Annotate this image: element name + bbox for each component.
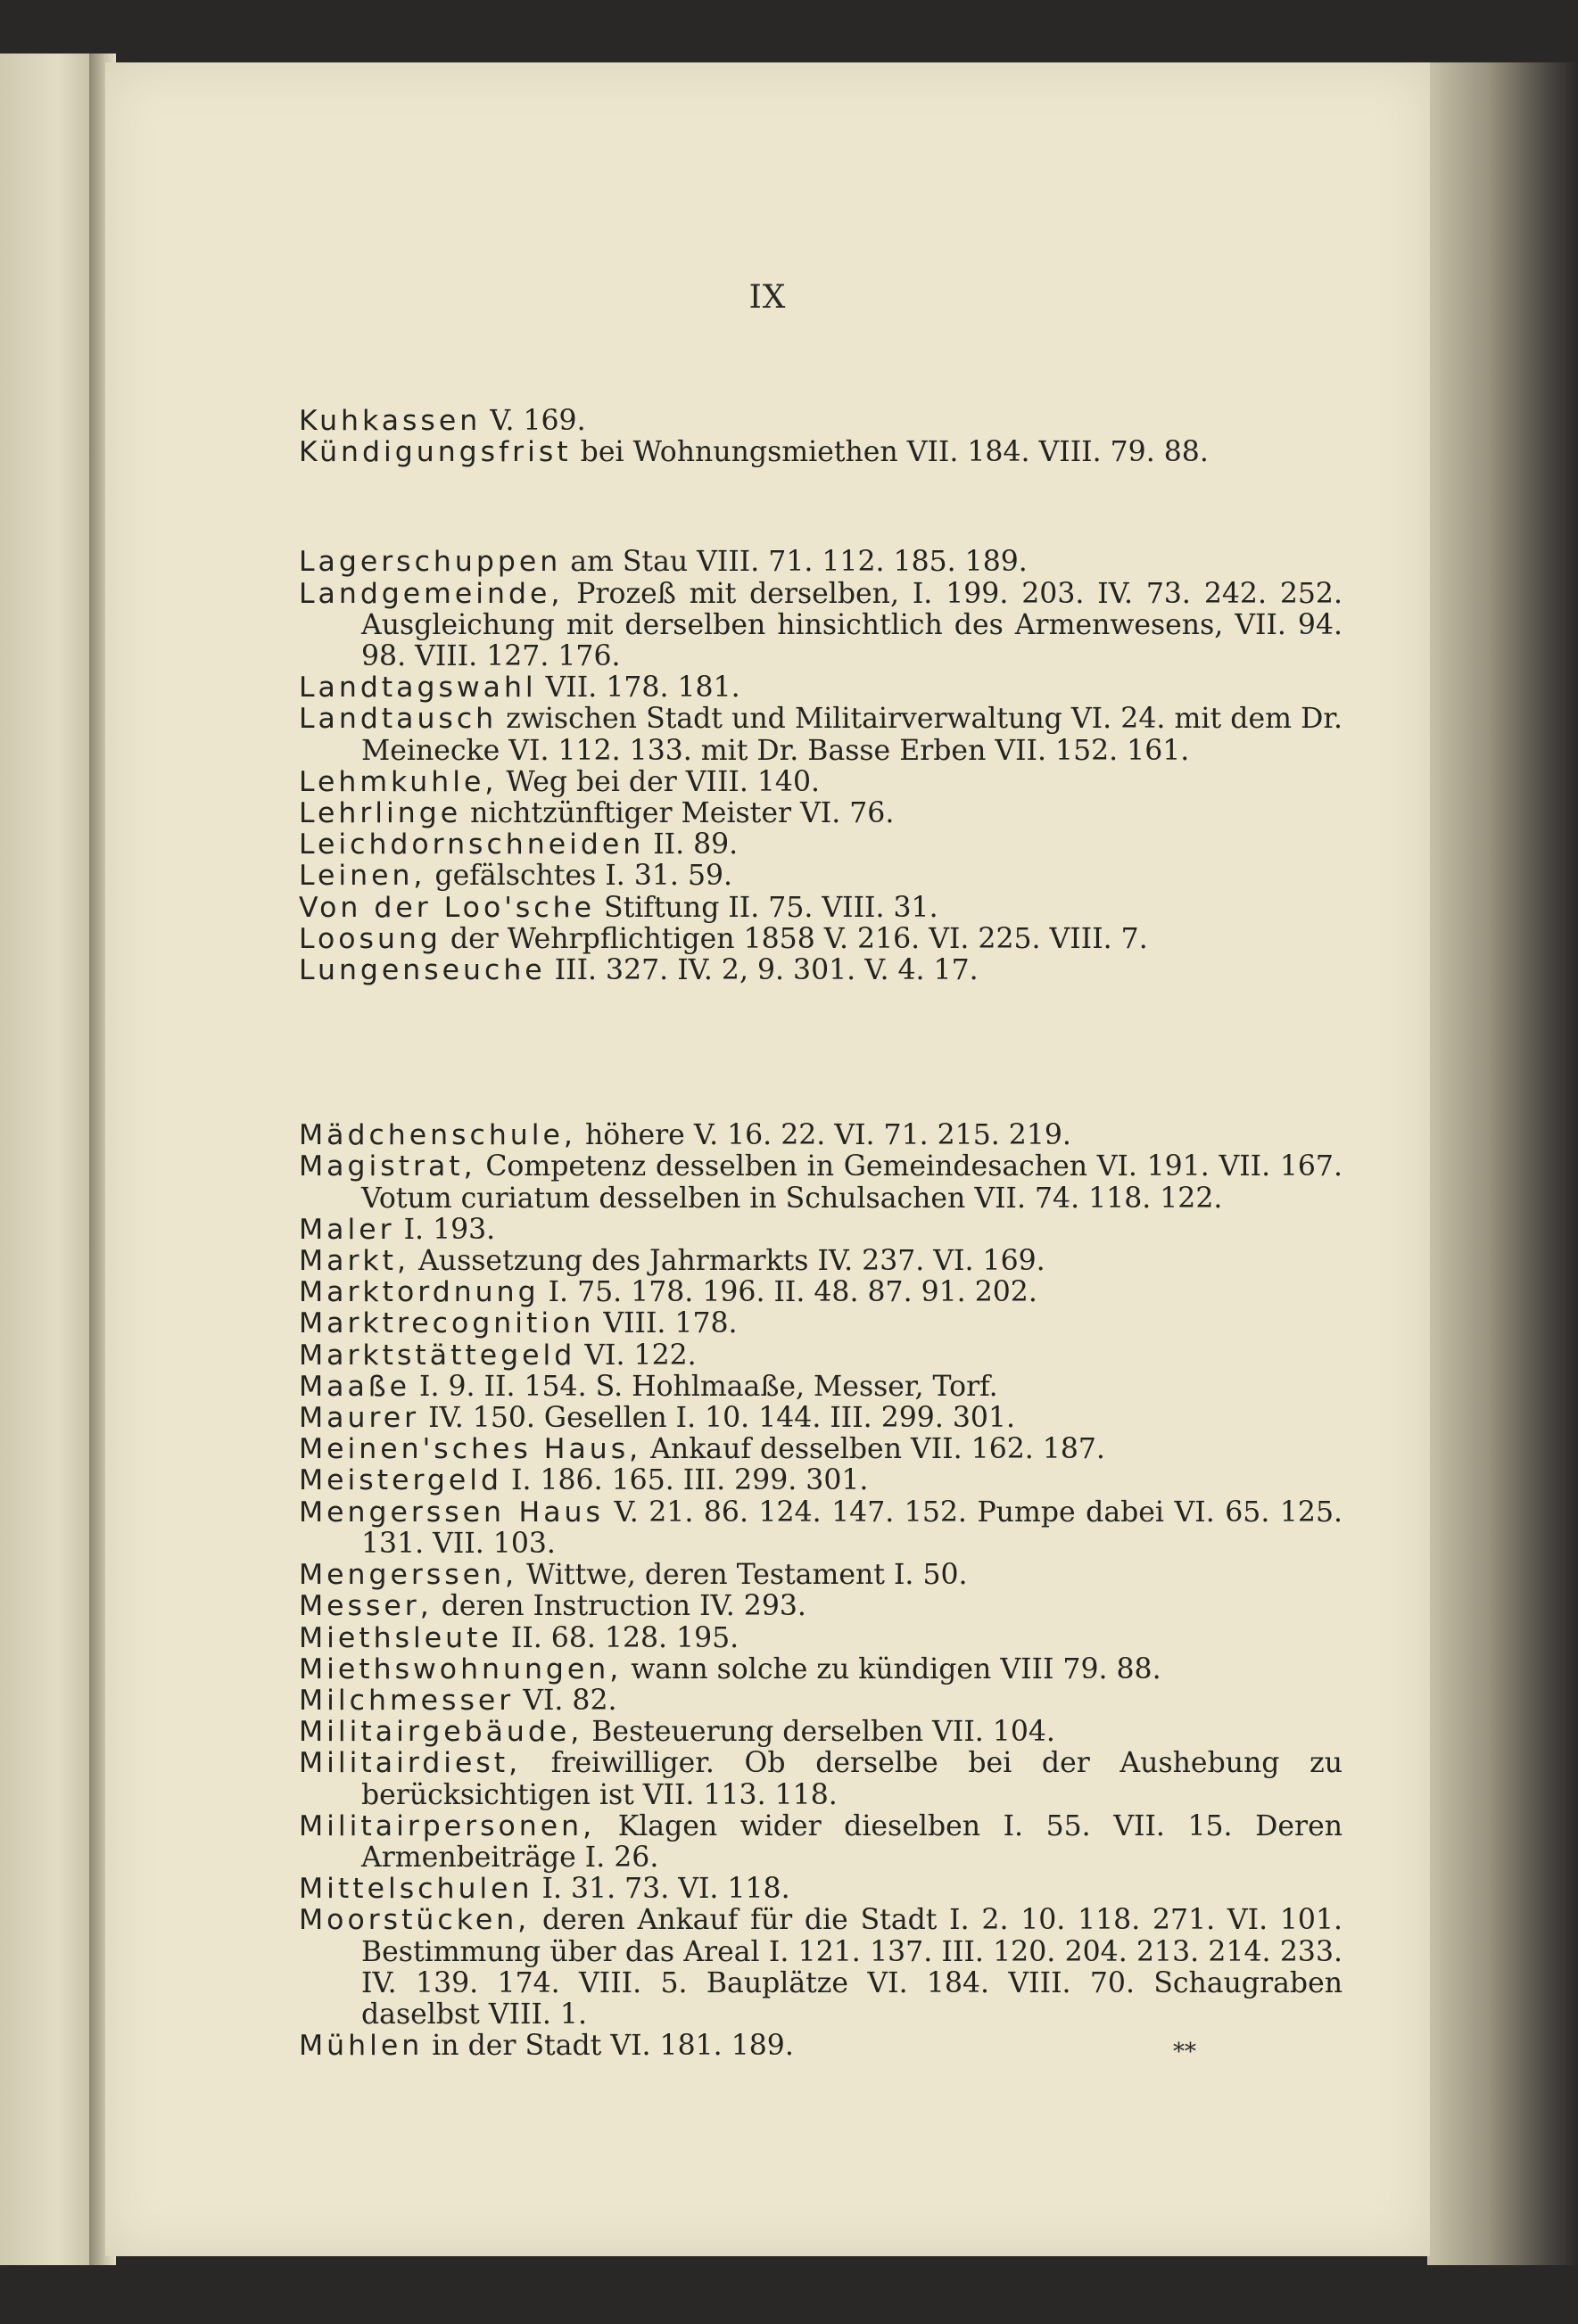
entry-refs: Stiftung II. 75. VIII. 31.: [603, 891, 938, 924]
section-gap: [299, 468, 1343, 547]
entry-head: Lagerschuppen: [299, 546, 562, 579]
entry-head: Marktstättegeld: [299, 1339, 576, 1372]
entry-refs: gefälschtes I. 31. 59.: [434, 860, 733, 893]
entry-refs: am Stau VIII. 71. 112. 185. 189.: [570, 546, 1028, 579]
entry-refs: I. 31. 73. VI. 118.: [541, 1873, 790, 1906]
entry-refs: VI. 122.: [584, 1339, 697, 1372]
entry-refs: I. 193.: [403, 1213, 496, 1246]
index-entry: [299, 1560, 1343, 1591]
entry-refs: höhere V. 16. 22. VI. 71. 215. 219.: [584, 1119, 1071, 1152]
entry-head: Landtagswahl: [299, 672, 537, 705]
entry-refs: V. 169.: [490, 405, 586, 437]
entry-refs: I. 75. 178. 196. II. 48. 87. 91. 202.: [548, 1276, 1037, 1309]
entry-refs: Wittwe, deren Testament I. 50.: [526, 1559, 968, 1592]
index-entry: [299, 547, 1343, 578]
entry-head: Miethswohnungen,: [299, 1652, 623, 1685]
entry-head: Militairdiest,: [299, 1747, 522, 1780]
entry-head: Lehmkuhle,: [299, 765, 498, 798]
index-entries: [299, 406, 1343, 2062]
entry-head: Loosung: [299, 922, 442, 955]
entry-refs: wann solche zu kündigen VIII 79. 88.: [631, 1652, 1161, 1685]
entry-head: Mengerssen Haus: [299, 1496, 604, 1529]
entry-refs: II. 68. 128. 195.: [510, 1621, 739, 1654]
page-number: IX: [748, 279, 787, 316]
entry-head: Miethsleute: [299, 1621, 502, 1654]
entry-refs: in der Stadt VI. 181. 189.: [432, 2030, 794, 2063]
entry-refs: VI. 82.: [523, 1684, 617, 1717]
entry-head: Marktordnung: [299, 1276, 540, 1309]
index-entry: [299, 1717, 1343, 1748]
index-entry: [299, 1748, 1343, 1810]
entry-refs: nichtzünftiger Meister VI. 76.: [470, 797, 895, 830]
index-entry: [299, 1811, 1343, 1874]
entry-head: Meistergeld: [299, 1464, 502, 1497]
index-group-m: [299, 1120, 1343, 2062]
entry-refs: VIII. 178.: [603, 1307, 738, 1340]
index-entry: [299, 955, 1343, 986]
index-group-k: [299, 406, 1343, 468]
entry-refs: deren Ankauf für die Stadt I. 2. 10. 118. 271. VI. 101. Bestimmung über das Areal I. 121. 137. III. 120. 204. 213. 214. 233. IV. 139. 174. VIII. 5. Bauplätze VI. 184. VIII. 70. Schaugraben daselbst VIII. 1.: [361, 1904, 1343, 2031]
entry-head: Mengerssen,: [299, 1559, 518, 1592]
entry-head: Mädchenschule,: [299, 1119, 576, 1152]
entry-head: Marktrecognition: [299, 1307, 595, 1340]
entry-head: Meinen'sches Haus,: [299, 1433, 642, 1466]
entry-refs: VII. 178. 181.: [545, 672, 740, 705]
index-entry: [299, 579, 1343, 673]
entry-refs: der Wehrpflichtigen 1858 V. 216. VI. 225. VIII. 7.: [450, 922, 1148, 955]
index-entry: [299, 1246, 1343, 1277]
index-entry: [299, 1151, 1343, 1214]
index-entry: [299, 924, 1343, 955]
entry-head: Landgemeinde,: [299, 577, 564, 610]
entry-head: Von der Loo'sche: [299, 891, 595, 924]
index-entry: [299, 798, 1343, 829]
entry-refs: Prozeß mit derselben, I. 199. 203. IV. 73. 242. 252. Ausgleichung mit derselben hinsichtlich des Armenwesens, VII. 94. 98. VIII. 127. 176.: [361, 577, 1343, 673]
entry-head: Maler: [299, 1213, 395, 1246]
index-entry: [299, 406, 1343, 437]
entry-head: Markt,: [299, 1245, 410, 1278]
entry-head: Leichdornschneiden: [299, 828, 645, 861]
index-entry: [299, 1497, 1343, 1560]
entry-head: Kündigungsfrist: [299, 436, 572, 469]
entry-refs: deren Instruction IV. 293.: [441, 1590, 806, 1623]
index-entry: [299, 861, 1343, 892]
index-entry: [299, 1623, 1343, 1654]
index-entry: [299, 1372, 1343, 1403]
section-gap: [299, 986, 1343, 1120]
index-entry: [299, 1120, 1343, 1151]
entry-refs: IV. 150. Gesellen I. 10. 144. III. 299. 301.: [428, 1402, 1015, 1435]
entry-refs: zwischen Stadt und Militairverwaltung VI. 24. mit dem Dr. Meinecke VI. 112. 133. mit Dr. Basse Erben VII. 152. 161.: [361, 703, 1343, 767]
entry-head: Magistrat,: [299, 1150, 476, 1183]
index-entry: [299, 672, 1343, 704]
entry-refs: III. 327. IV. 2, 9. 301. V. 4. 17.: [554, 954, 979, 987]
entry-head: Militairgebäude,: [299, 1716, 583, 1749]
index-entry: [299, 1874, 1343, 1905]
entry-head: Lungenseuche: [299, 954, 546, 987]
footer-mark: **: [1173, 2039, 1196, 2065]
index-entry: [299, 1308, 1343, 1339]
entry-head: Mühlen: [299, 2030, 424, 2063]
index-entry: [299, 1685, 1343, 1717]
entry-head: Mittelschulen: [299, 1873, 533, 1906]
entry-head: Messer,: [299, 1590, 433, 1623]
entry-refs: freiwilliger. Ob derselbe bei der Aushebung zu berücksichtigen ist VII. 113. 118.: [361, 1747, 1343, 1811]
index-entry: [299, 1905, 1343, 2031]
entry-refs: I. 9. II. 154. S. Hohlmaaße, Messer, Torf.: [419, 1370, 998, 1403]
entry-refs: Besteuerung derselben VII. 104.: [591, 1716, 1055, 1749]
index-entry: [299, 1277, 1343, 1308]
entry-refs: Aussetzung des Jahrmarkts IV. 237. VI. 169.: [418, 1245, 1045, 1278]
index-entry: [299, 704, 1343, 766]
index-entry: [299, 1340, 1343, 1372]
entry-refs: V. 21. 86. 124. 147. 152. Pumpe dabei VI. 65. 125. 131. VII. 103.: [361, 1496, 1343, 1560]
entry-head: Kuhkassen: [299, 405, 482, 437]
index-entry: [299, 1465, 1343, 1496]
index-entry: [299, 1591, 1343, 1622]
entry-head: Militairpersonen,: [299, 1809, 596, 1842]
index-entry: [299, 893, 1343, 924]
page-edge-shadow: [1427, 62, 1578, 2265]
book-page: [105, 62, 1430, 2256]
index-entry: [299, 1215, 1343, 1246]
entry-refs: Competenz desselben in Gemeindesachen VI. 191. VII. 167. Votum curiatum desselben in Schulsachen VII. 74. 118. 122.: [361, 1150, 1343, 1215]
entry-head: Milchmesser: [299, 1684, 515, 1717]
entry-refs: I. 186. 165. III. 299. 301.: [511, 1464, 869, 1497]
index-entry: [299, 437, 1343, 468]
entry-refs: II. 89.: [653, 828, 739, 861]
entry-head: Maurer: [299, 1402, 420, 1435]
index-entry: [299, 1654, 1343, 1685]
entry-refs: bei Wohnungsmiethen VII. 184. VIII. 79. 88.: [580, 436, 1209, 469]
index-entry: [299, 1403, 1343, 1434]
index-entry: [299, 767, 1343, 798]
entry-refs: Klagen wider dieselben I. 55. VII. 15. Deren Armenbeiträge I. 26.: [361, 1809, 1343, 1874]
index-entry: [299, 829, 1343, 861]
entry-refs: Ankauf desselben VII. 162. 187.: [650, 1433, 1105, 1466]
index-entry: [299, 1434, 1343, 1465]
entry-head: Moorstücken,: [299, 1904, 531, 1937]
entry-head: Landtausch: [299, 703, 498, 736]
entry-head: Maaße: [299, 1370, 411, 1403]
entry-refs: Weg bei der VIII. 140.: [506, 765, 821, 798]
entry-head: Leinen,: [299, 860, 426, 893]
entry-head: Lehrlinge: [299, 797, 462, 830]
index-group-l: [299, 547, 1343, 986]
